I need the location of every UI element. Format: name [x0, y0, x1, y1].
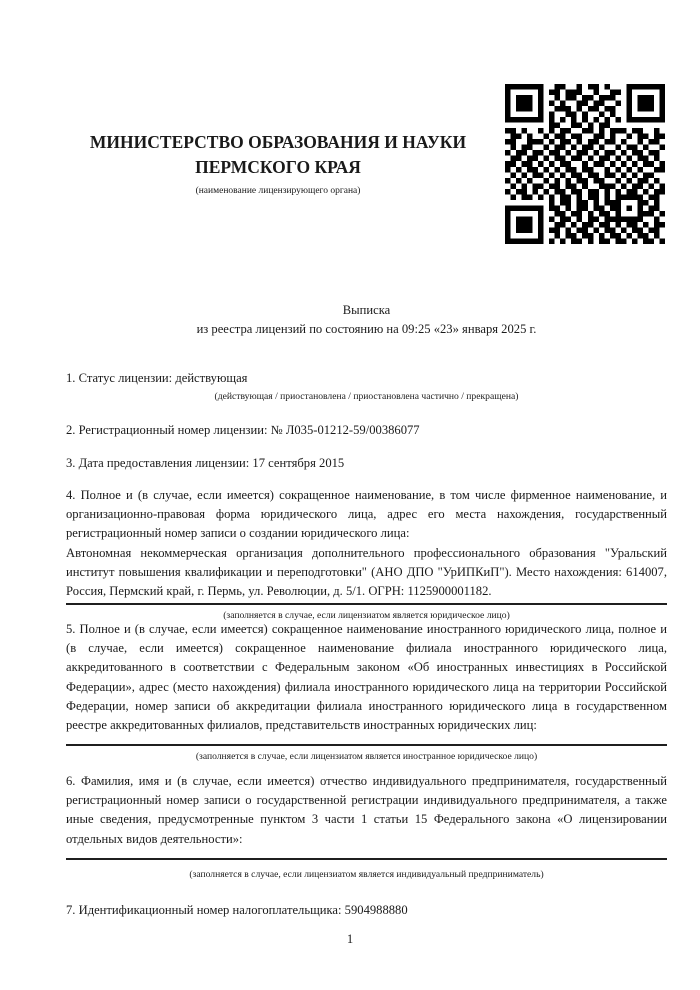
ministry-name-line1: МИНИСТЕРСТВО ОБРАЗОВАНИЯ И НАУКИ: [89, 132, 467, 152]
legal-entity-divider: [66, 603, 667, 605]
entrepreneur-note: (заполняется в случае, если лицензиатом является индивидуальный предприниматель): [189, 868, 544, 880]
foreign-entity-divider: [66, 744, 667, 746]
legal-entity-note: (заполняется в случае, если лицензиатом является юридическое лицо): [223, 610, 510, 622]
item-foreign-entity: [66, 620, 667, 763]
item-legal-entity: [66, 486, 667, 622]
foreign-entity-clause: 5. Полное и (в случае, если имеется) сокращенное наименование иностранного юридического лица, полное и (в случае, если имеется) сокращенное наименование филиала иностранного юридического лица, аккредитованного в соответствии с Федеральным законом «Об иностранных инвестициях в Российской Федерации», адрес (место нахождения) филиала иностранного юридического лица на территории Российской Федерации, номер записи об аккредитации филиала иностранного юридического лица в государственном реестре аккредитованных филиалов, представительств иностранных юридических лиц:: [66, 622, 667, 733]
extract-title: Выписка: [342, 303, 391, 317]
item-registration-number: 2. Регистрационный номер лицензии: № Л035-01212-59/00386077: [66, 423, 420, 437]
legal-entity-clause: 4. Полное и (в случае, если имеется) сокращенное наименование, в том числе фирменное наименование, и организационно-правовая форма юридического лица, адрес его места нахождения, государственный регистрационный номер записи о создании юридического лица:: [66, 488, 667, 541]
foreign-entity-note: (заполняется в случае, если лицензиатом является иностранное юридическое лицо): [195, 751, 538, 763]
ministry-name-line2: ПЕРМСКОГО КРАЯ: [195, 157, 361, 177]
entrepreneur-divider: [66, 858, 667, 860]
legal-entity-value: Автономная некоммерческая организация дополнительного профессионального образования "Уральский институт повышения квалификации и переподготовки" (АНО ДПО "УрИПКиП"). Место нахождения: 614007, Россия, Пермский край, г. Пермь, ул. Революции, д. 5/1. ОГРН: 1125900001182.: [66, 545, 667, 599]
qr-code: [505, 84, 665, 244]
extract-title-block: [66, 301, 667, 339]
entrepreneur-clause: 6. Фамилия, имя и (в случае, если имеется) отчество индивидуального предпринимателя, государственный регистрационный номер записи о государственной регистрации индивидуального предпринимателя, а также иные сведения, предусмотренные пунктом 3 части 1 статьи 15 Федерального закона «О лицензировании отдельных видов деятельности»:: [66, 774, 667, 846]
item-taxpayer-id: 7. Идентификационный номер налогоплательщика: 5904988880: [66, 903, 408, 917]
item-license-status: [66, 371, 667, 403]
page-number: 1: [346, 932, 354, 946]
license-status-text: 1. Статус лицензии: действующая: [66, 371, 248, 385]
ministry-caption: (наименование лицензирующего органа): [195, 186, 361, 196]
licensing-authority-header: [66, 130, 490, 197]
item-entrepreneur: [66, 772, 667, 881]
item-grant-date: 3. Дата предоставления лицензии: 17 сентября 2015: [66, 456, 345, 470]
license-status-note: (действующая / приостановлена / приостановлена частично / прекращена): [214, 391, 519, 402]
extract-subtitle: из реестра лицензий по состоянию на 09:25 «23» января 2025 г.: [196, 322, 537, 337]
